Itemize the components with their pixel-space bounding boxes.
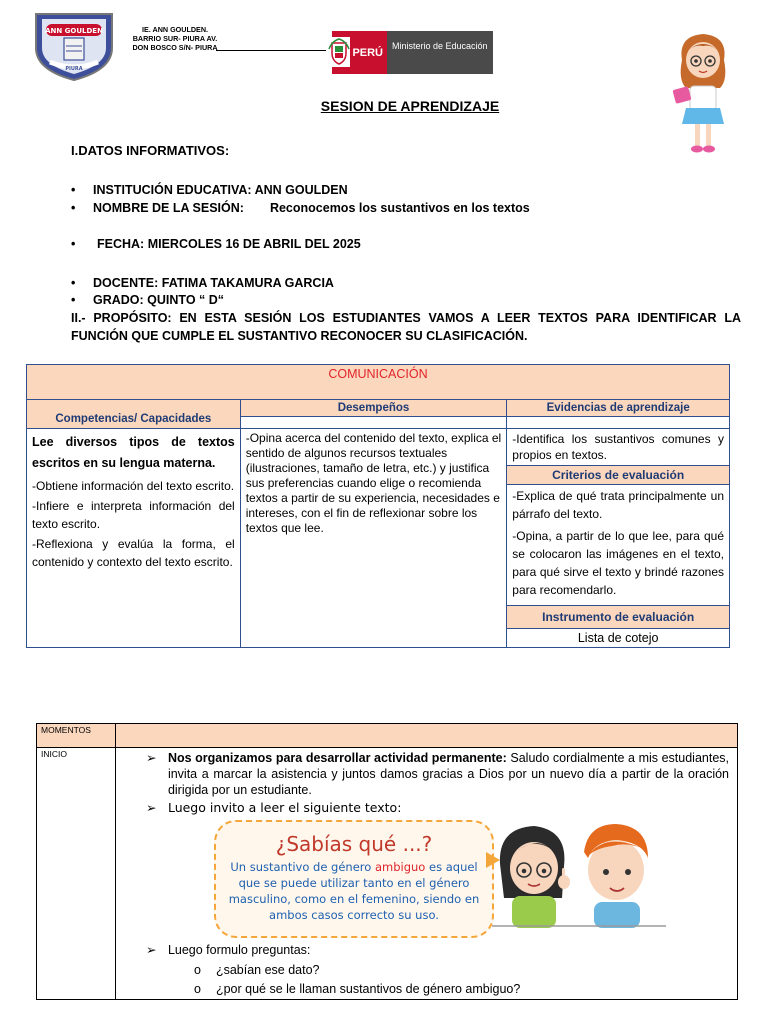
section-datos-informativos: I.DATOS INFORMATIVOS: [71, 143, 230, 158]
instrumento-value: Lista de cotejo [507, 629, 730, 648]
logo-sub: PIURA [65, 66, 83, 72]
competencias-cell [27, 429, 241, 648]
info-institucion: • INSTITUCIÓN EDUCATIVA: ANN GOULDEN [71, 183, 348, 197]
ministry-label: Ministerio de Educación [387, 31, 493, 74]
capacidad-1: -Obtiene información del texto escrito. [32, 479, 235, 493]
competencias-table [26, 364, 730, 648]
children-illustration [492, 818, 666, 928]
info-docente: • DOCENTE: FATIMA TAKAMURA GARCIA [71, 276, 334, 290]
info-sesion: • NOMBRE DE LA SESIÓN : Reconocemos los sustantivos en los textos [71, 201, 530, 215]
ministry-logo [332, 31, 493, 74]
bubble-text: Un sustantivo de género ambiguo es aquel que se puede utilizar tanto en el género masculino, como en el femenino, siendo en ambos casos correcto su uso. [228, 860, 480, 922]
peru-label: PERÚ [352, 46, 383, 59]
info-fecha: • FECHA: MIERCOLES 16 DE ABRIL DEL 2025 [71, 237, 361, 251]
inicio-label: INICIO [37, 748, 116, 1000]
criterios-cell [507, 485, 730, 606]
col-competencias: Competencias/ Capacidades [27, 400, 241, 429]
school-address: IE. ANN GOULDEN. BARRIO SUR- PIURA AV. DON BOSCO S/N- PIURA [132, 25, 218, 52]
capacidad-2: -Infiere e interpreta información del texto escrito. [32, 499, 235, 531]
girl-illustration [668, 30, 738, 156]
arrow-icon: ➢ [145, 943, 157, 957]
proposito: II.- PROPÓSITO: EN ESTA SESIÓN LOS ESTUDIANTES VAMOS A LEER TEXTOS PARA IDENTIFICAR LA FUNCIÓN QUE CUMPLE EL SUSTANTIVO RECONOCER SU CLASIFICACIÓN. [71, 311, 741, 343]
criterio-1: -Explica de qué trata principalmente un párrafo del texto. [512, 489, 724, 521]
arrow-icon: ➢ [145, 751, 157, 765]
col-evidencias: Evidencias de aprendizaje [507, 400, 730, 417]
paragraph-2: ➢ Luego invito a leer el siguiente texto: [145, 800, 402, 815]
question-1: o ¿sabían ese dato? [193, 963, 320, 977]
paragraph-3: ➢ Luego formulo preguntas: [145, 943, 311, 957]
capacidad-3: -Reflexiona y evalúa la forma, el contenido y contexto del texto escrito. [32, 537, 235, 569]
page-title: SESION DE APRENDIZAJE [320, 98, 500, 114]
info-grado: • GRADO: QUINTO “ D“ [71, 293, 225, 307]
divider-line [216, 50, 326, 51]
criterio-2: -Opina, a partir de lo que lee, para qué se colocaron las imágenes en el texto, para qué sirve el texto y brindé razones para recomendarlo. [512, 529, 724, 597]
arrow-icon: ➢ [145, 801, 157, 815]
col-desempenos: Desempeños [240, 400, 507, 417]
paragraph-1: ➢ Nos organizamos para desarrollar actividad permanente: Saludo cordialmente a mis estudiantes, invita a marcar la asistencia y juntos damos gracias a Dios por un nuevo día a partir de la oración dirigida por un estudiante. [145, 751, 730, 797]
desempeno-text: -Opina acerca del contenido del texto, explica el sentido de algunos recursos textuales (ilustraciones, tamaño de letra, etc.) y justifica sus preferencias cuando elige o recomienda textos a partir de su experiencia, necesidades e intereses, con el fin de reflexionar sobre los textos que lee. [240, 429, 507, 648]
bubble-title: ¿Sabías qué ...? [275, 832, 433, 856]
evidencia-text: -Identifica los sustantivos comunes y propios en textos. [507, 429, 730, 466]
sabias-que-bubble [214, 820, 494, 938]
competencia-text: Lee diversos tipos de textos escritos en su lengua materna. [32, 435, 235, 470]
peru-shield-icon [328, 37, 350, 67]
school-logo [32, 10, 116, 82]
criterios-title: Criterios de evaluación [507, 466, 730, 485]
instrumento-title: Instrumento de evaluación [507, 606, 730, 629]
col-momentos: MOMENTOS [37, 724, 116, 748]
logo-text: ANN GOULDEN [45, 27, 103, 35]
question-2: o ¿por qué se le llaman sustantivos de género ambiguo? [193, 982, 521, 996]
area-title: COMUNICACIÓN [27, 365, 730, 400]
peru-box [332, 31, 387, 74]
